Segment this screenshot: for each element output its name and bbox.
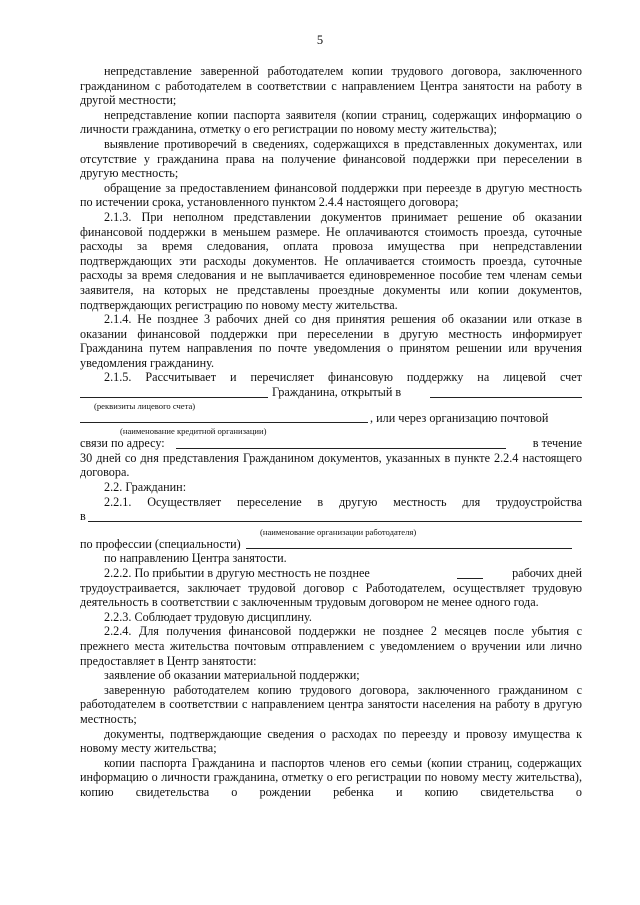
caption-employer: (наименование организации работодателя) [260, 526, 417, 537]
bank-name-field[interactable] [80, 411, 368, 423]
paragraph: непредставление копии паспорта заявителя (копии страниц, содержащих информацию о личности гражданина, отметку о его регистрации по новому месту жительства); [80, 107, 582, 137]
clause-2-1-3: 2.1.3. При неполном представлении документов принимает решение об оказании финансовой поддержки в меньшем размере. Не оплачиваются стоимость проезда, суточные расходы за время следования, оплата провоза имущества при непредставлении подтверждающих эти расходы документов. Не оплачивается стоимость проезда, суточные расходы за время следования и не выплачивается единовременное пособие тем членам семьи заявителя, на которых не представлены проездные документы или копии документов, подтверждающих регистрацию по новому месту жительства. [80, 209, 582, 312]
profession-line [80, 537, 582, 552]
clause-2-1-5-text: в течение [532, 436, 582, 451]
clause-2-1-5-text: связи по адресу: [80, 436, 165, 451]
clause-2-2-2-rest: трудоустраивается, заключает трудовой договор с Работодателем, осуществляет трудовую деятельность в соответствии с заключенным трудовым договором не менее одного года. [80, 580, 582, 610]
caption-row [80, 425, 582, 436]
paragraph: копии паспорта Гражданина и паспортов членов его семьи (копии страниц, содержащих информацию о личности гражданина, отметку о его регистрации по новому месту жительства), копию свидетельства о рождении ребенка и копию свидетельства о [80, 755, 582, 799]
paragraph: обращение за предоставлением финансовой поддержки при переезде в другую местность по истечении срока, установленного пунктом 2.4.4 настоящего договора; [80, 180, 582, 210]
clause-2-1-5-line2 [80, 385, 582, 400]
profession-label: по профессии (специальности) [80, 536, 241, 551]
clause-2-1-5-line4 [80, 436, 582, 451]
days-field[interactable] [457, 567, 483, 579]
referral-text: по направлению Центра занятости. [104, 551, 287, 566]
clause-2-1-5-text: Гражданина, открытый в [272, 385, 402, 400]
paragraph: заверенную работодателем копию трудового договора, заключенного гражданином с работодателем в соответствии с направлением центра занятости населения на работу в другую местность; [80, 682, 582, 726]
profession-field[interactable] [246, 537, 572, 549]
paragraph: непредставление заверенной работодателем копии трудового договора, заключенного гражданином с работодателем в соответствии с направлением Центра занятости на работу в другой местности; [80, 64, 582, 108]
clause-2-2-3: 2.2.3. Соблюдает трудовую дисциплину. [104, 609, 312, 624]
caption-account: (реквизиты лицевого счета) [94, 400, 196, 411]
caption-row [80, 524, 582, 537]
clause-2-2-2-text: 2.2.2. По прибытии в другую местность не позднее [104, 566, 370, 580]
clause-2-2-4: 2.2.4. Для получения финансовой поддержки не позднее 2 месяцев после убытия с прежнего места жительства почтовым отправлением с уведомлением о вручении или лично предоставляет в Центр занятости: [80, 624, 582, 668]
clause-2-2-heading: 2.2. Гражданин: [104, 480, 187, 495]
account-details-field[interactable] [80, 386, 268, 398]
clause-2-1-5-text: , или через организацию почтовой [370, 410, 549, 425]
clause-2-2-1-prefix: в [80, 509, 86, 524]
clause-2-1-4: 2.1.4. Не позднее 3 рабочих дней со дня принятия решения об оказании или отказе в оказании финансовой поддержки при переселении в другую местность информирует Гражданина путем направления по почте уведомления о принятом решении или вручения уведомления гражданину. [80, 312, 582, 370]
clause-2-2-2-text: рабочих дней [512, 566, 582, 580]
clause-2-2-1: 2.2.1. Осуществляет переселение в другую местность для трудоустройства [104, 494, 582, 509]
clause-2-1-5-line1: 2.1.5. Рассчитывает и перечисляет финансовую поддержку на лицевой счет [104, 370, 582, 385]
bank-opened-field[interactable] [430, 386, 582, 398]
post-address-field[interactable] [176, 437, 506, 449]
employer-line [80, 509, 582, 524]
clause-2-1-5-line3 [80, 411, 582, 426]
clause-2-1-5-line5: 30 дней со дня представления Гражданином документов, указанных в пункте 2.2.4 настоящего договора. [80, 450, 582, 480]
employer-name-field[interactable] [88, 510, 582, 522]
caption-bank: (наименование кредитной организации) [120, 426, 267, 437]
clause-2-2-2-line1 [80, 566, 582, 581]
document-body [80, 64, 582, 800]
paragraph: заявление об оказании материальной поддержки; [104, 668, 360, 683]
caption-row [80, 400, 582, 411]
page-number: 5 [316, 33, 324, 47]
paragraph: документы, подтверждающие сведения о расходах по переезду и провозу имущества к новому месту жительства; [80, 726, 582, 756]
paragraph: выявление противоречий в сведениях, содержащихся в представленных документах, или отсутствие у гражданина права на получение финансовой поддержки при переселении в другую местность; [80, 136, 582, 181]
